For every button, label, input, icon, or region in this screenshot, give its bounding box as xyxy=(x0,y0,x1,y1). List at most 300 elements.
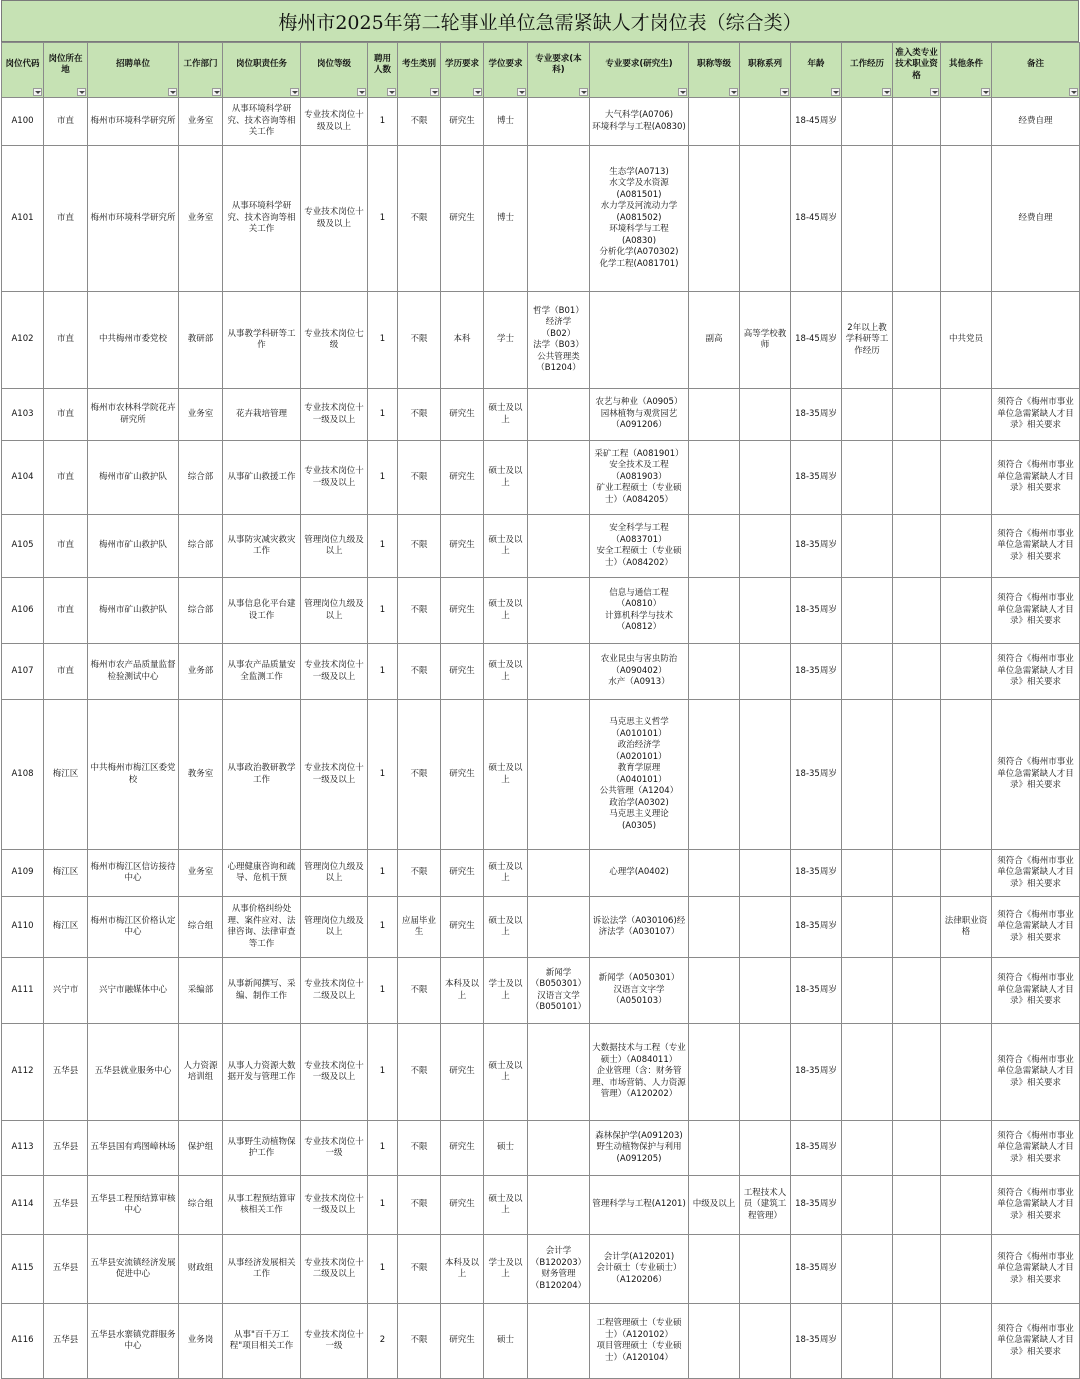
table-row xyxy=(2,389,1080,441)
table-cell: 花卉栽培管理 xyxy=(223,389,301,441)
table-cell: 五华县 xyxy=(44,1304,88,1379)
table-cell: 须符合《梅州市事业单位急需紧缺人才目录》相关要求 xyxy=(992,897,1080,958)
column-header-label: 学位要求 xyxy=(488,59,523,70)
table-cell: 市直 xyxy=(44,441,88,515)
table-cell xyxy=(842,1121,893,1176)
table-cell xyxy=(941,389,992,441)
table-cell xyxy=(689,850,740,897)
table-cell: 博士 xyxy=(484,146,528,292)
table-cell xyxy=(842,515,893,578)
table-cell: 须符合《梅州市事业单位急需紧缺人才目录》相关要求 xyxy=(992,389,1080,441)
table-cell: 专业技术岗位十一级 xyxy=(301,1304,368,1379)
table-cell: 心理健康咨询和疏导、危机干预 xyxy=(223,850,301,897)
table-cell: 兴宁市融媒体中心 xyxy=(88,958,179,1024)
filter-dropdown-icon[interactable] xyxy=(579,88,588,96)
table-cell: 管理岗位九级及以上 xyxy=(301,850,368,897)
table-row xyxy=(2,98,1080,146)
table-cell: 硕士及以上 xyxy=(484,850,528,897)
table-row xyxy=(2,958,1080,1024)
table-cell: 1 xyxy=(368,1176,398,1235)
table-cell: 从事环境科学研究、技术咨询等相关工作 xyxy=(223,146,301,292)
table-cell: 18-35周岁 xyxy=(791,1024,842,1121)
table-cell: 从事野生动植物保护工作 xyxy=(223,1121,301,1176)
table-cell: 生态学(A0713) 水文学及水资源 (A081501) 水力学及河流动力学 (A081502) 环境科学与工程 (A0830) 分析化学(A070302) 化学工程(A081701) xyxy=(590,146,689,292)
column-header-label: 其他条件 xyxy=(948,59,983,70)
table-cell: 综合组 xyxy=(179,1176,223,1235)
table-cell xyxy=(842,389,893,441)
table-cell xyxy=(740,850,791,897)
table-cell: 高等学校教师 xyxy=(740,292,791,389)
table-row xyxy=(2,850,1080,897)
table-cell: 市直 xyxy=(44,578,88,644)
table-cell: 大数据技术与工程（专业硕士）（A084011） 企业管理（含：财务管理、市场营销、人力资源管理）（A120202） xyxy=(590,1024,689,1121)
table-cell: 不限 xyxy=(398,515,441,578)
table-cell xyxy=(740,700,791,850)
table-cell: 心理学(A0402) xyxy=(590,850,689,897)
table-cell xyxy=(528,515,590,578)
table-cell xyxy=(893,578,941,644)
table-cell: 不限 xyxy=(398,1024,441,1121)
table-row xyxy=(2,1024,1080,1121)
column-header xyxy=(590,43,689,98)
column-header-label: 准入类专业技术职业资格 xyxy=(895,47,938,81)
table-cell: A114 xyxy=(2,1176,44,1235)
table-cell xyxy=(893,644,941,700)
table-cell: 梅州市环境科学研究所 xyxy=(88,98,179,146)
table-cell: 综合部 xyxy=(179,578,223,644)
table-cell: 市直 xyxy=(44,644,88,700)
table-cell xyxy=(842,146,893,292)
table-cell: 人力资源培训组 xyxy=(179,1024,223,1121)
table-cell: 森林保护学(A091203) 野生动植物保护与利用 (A091205) xyxy=(590,1121,689,1176)
table-cell: 1 xyxy=(368,389,398,441)
table-cell: 硕士及以上 xyxy=(484,578,528,644)
table-cell: 五华县 xyxy=(44,1176,88,1235)
table-cell: A103 xyxy=(2,389,44,441)
table-cell xyxy=(528,1024,590,1121)
table-cell: 18-45周岁 xyxy=(791,98,842,146)
column-header-label: 学历要求 xyxy=(444,59,479,70)
table-cell: A100 xyxy=(2,98,44,146)
table-cell: 不限 xyxy=(398,1235,441,1304)
column-header xyxy=(301,43,368,98)
table-cell: 从事经济发展相关工作 xyxy=(223,1235,301,1304)
table-cell xyxy=(941,515,992,578)
filter-dropdown-icon[interactable] xyxy=(729,88,738,96)
column-header xyxy=(2,43,44,98)
table-cell: 专业技术岗位十一级及以上 xyxy=(301,700,368,850)
table-cell: 管理岗位九级及以上 xyxy=(301,897,368,958)
table-cell: 教研部 xyxy=(179,292,223,389)
table-cell xyxy=(893,146,941,292)
table-cell xyxy=(740,441,791,515)
table-cell: 专业技术岗位十一级及以上 xyxy=(301,1024,368,1121)
table-cell: 专业技术岗位十一级 xyxy=(301,1121,368,1176)
table-cell xyxy=(941,1024,992,1121)
filter-dropdown-icon[interactable] xyxy=(168,88,177,96)
column-header xyxy=(941,43,992,98)
table-cell xyxy=(842,644,893,700)
filter-dropdown-icon[interactable] xyxy=(678,88,687,96)
table-cell: 1 xyxy=(368,292,398,389)
table-cell: A102 xyxy=(2,292,44,389)
table-cell: 18-35周岁 xyxy=(791,958,842,1024)
table-cell xyxy=(528,1121,590,1176)
table-cell: 1 xyxy=(368,850,398,897)
table-cell: 不限 xyxy=(398,1121,441,1176)
table-row xyxy=(2,1121,1080,1176)
table-row xyxy=(2,1235,1080,1304)
table-cell: 梅州市农林科学院花卉研究所 xyxy=(88,389,179,441)
table-cell xyxy=(842,1304,893,1379)
table-cell: 学士及以上 xyxy=(484,1235,528,1304)
column-header-label: 职称等级 xyxy=(696,59,731,70)
table-cell: 财政组 xyxy=(179,1235,223,1304)
table-cell: 研究生 xyxy=(441,1024,484,1121)
table-cell: 五华县就业服务中心 xyxy=(88,1024,179,1121)
table-cell: 1 xyxy=(368,98,398,146)
table-row xyxy=(2,1304,1080,1379)
table-cell xyxy=(689,958,740,1024)
table-cell xyxy=(842,1024,893,1121)
table-cell: 1 xyxy=(368,578,398,644)
table-cell xyxy=(528,1176,590,1235)
table-cell xyxy=(740,146,791,292)
table-cell: 采编部 xyxy=(179,958,223,1024)
table-cell: 本科及以上 xyxy=(441,1235,484,1304)
table-cell: 须符合《梅州市事业单位急需紧缺人才目录》相关要求 xyxy=(992,958,1080,1024)
table-row xyxy=(2,897,1080,958)
table-cell: 须符合《梅州市事业单位急需紧缺人才目录》相关要求 xyxy=(992,578,1080,644)
table-cell: 须符合《梅州市事业单位急需紧缺人才目录》相关要求 xyxy=(992,515,1080,578)
table-cell: 梅州市农产品质量监督检验测试中心 xyxy=(88,644,179,700)
filter-dropdown-icon[interactable] xyxy=(212,88,221,96)
table-cell: 专业技术岗位七级 xyxy=(301,292,368,389)
table-cell: A110 xyxy=(2,897,44,958)
table-cell xyxy=(689,1024,740,1121)
table-cell: 综合组 xyxy=(179,897,223,958)
table-cell: 须符合《梅州市事业单位急需紧缺人才目录》相关要求 xyxy=(992,1235,1080,1304)
table-cell: 中级及以上 xyxy=(689,1176,740,1235)
table-cell xyxy=(590,292,689,389)
table-cell: 从事农产品质量安全监测工作 xyxy=(223,644,301,700)
table-cell xyxy=(893,1121,941,1176)
table-cell xyxy=(528,98,590,146)
column-header xyxy=(791,43,842,98)
table-row xyxy=(2,578,1080,644)
sheet-title: 梅州市2025年第二轮事业单位急需紧缺人才岗位表（综合类） xyxy=(1,0,1079,42)
table-cell: 专业技术岗位十一级及以上 xyxy=(301,389,368,441)
table-cell: 不限 xyxy=(398,98,441,146)
column-header xyxy=(441,43,484,98)
table-cell xyxy=(689,146,740,292)
column-header-label: 岗位职责任务 xyxy=(235,59,287,70)
table-cell: 信息与通信工程 （A0810） 计算机科学与技术 （A0812） xyxy=(590,578,689,644)
table-cell xyxy=(740,1235,791,1304)
table-cell xyxy=(893,292,941,389)
column-header xyxy=(179,43,223,98)
table-cell xyxy=(842,578,893,644)
table-cell xyxy=(528,389,590,441)
table-cell xyxy=(740,1024,791,1121)
table-cell: 管理岗位九级及以上 xyxy=(301,515,368,578)
table-cell: 研究生 xyxy=(441,700,484,850)
table-cell: 工程管理硕士（专业硕士）（A120102） 项目管理硕士（专业硕士）（A120104） xyxy=(590,1304,689,1379)
filter-dropdown-icon[interactable] xyxy=(517,88,526,96)
table-cell: 市直 xyxy=(44,292,88,389)
filter-dropdown-icon[interactable] xyxy=(77,88,86,96)
filter-dropdown-icon[interactable] xyxy=(831,88,840,96)
table-cell: 教务室 xyxy=(179,700,223,850)
table-cell xyxy=(941,1176,992,1235)
filter-dropdown-icon[interactable] xyxy=(33,88,42,96)
table-cell: 硕士及以上 xyxy=(484,1176,528,1235)
table-cell: 市直 xyxy=(44,98,88,146)
table-cell: 18-35周岁 xyxy=(791,578,842,644)
table-cell: 综合部 xyxy=(179,515,223,578)
table-cell: 研究生 xyxy=(441,644,484,700)
table-cell: 五华县工程预结算审核中心 xyxy=(88,1176,179,1235)
table-cell: 新闻学 （B050301） 汉语言文学 （B050101） xyxy=(528,958,590,1024)
table-cell: 须符合《梅州市事业单位急需紧缺人才目录》相关要求 xyxy=(992,1304,1080,1379)
table-cell: 研究生 xyxy=(441,389,484,441)
table-cell: 18-45周岁 xyxy=(791,146,842,292)
table-cell: 诉讼法学（A030106)经济法学（A030107） xyxy=(590,897,689,958)
table-cell: 须符合《梅州市事业单位急需紧缺人才目录》相关要求 xyxy=(992,441,1080,515)
table-cell: 法律职业资格 xyxy=(941,897,992,958)
table-cell: 从事"百千万工程"项目相关工作 xyxy=(223,1304,301,1379)
table-cell xyxy=(842,958,893,1024)
table-cell: 不限 xyxy=(398,1176,441,1235)
table-cell: 18-35周岁 xyxy=(791,1176,842,1235)
table-cell: 从事环境科学研究、技术咨询等相关工作 xyxy=(223,98,301,146)
column-header xyxy=(223,43,301,98)
table-cell xyxy=(842,1176,893,1235)
table-cell: 研究生 xyxy=(441,146,484,292)
table-cell: A116 xyxy=(2,1304,44,1379)
table-cell xyxy=(689,98,740,146)
table-cell: 中共梅州市委党校 xyxy=(88,292,179,389)
table-cell: 综合部 xyxy=(179,441,223,515)
table-cell: 兴宁市 xyxy=(44,958,88,1024)
table-row xyxy=(2,441,1080,515)
table-cell: 业务室 xyxy=(179,389,223,441)
column-header xyxy=(88,43,179,98)
job-table xyxy=(1,42,1080,1379)
filter-dropdown-icon[interactable] xyxy=(387,88,396,96)
table-cell xyxy=(689,700,740,850)
table-cell: 梅州市梅江区价格认定中心 xyxy=(88,897,179,958)
filter-dropdown-icon[interactable] xyxy=(882,88,891,96)
table-cell: 18-35周岁 xyxy=(791,441,842,515)
table-cell: 硕士及以上 xyxy=(484,700,528,850)
table-cell xyxy=(941,98,992,146)
table-cell xyxy=(893,897,941,958)
table-cell xyxy=(740,1121,791,1176)
table-cell: 梅州市环境科学研究所 xyxy=(88,146,179,292)
table-cell: 研究生 xyxy=(441,578,484,644)
table-cell: 18-35周岁 xyxy=(791,1121,842,1176)
table-cell: 农艺与种业（A0905） 园林植物与观赏园艺 （A091206） xyxy=(590,389,689,441)
table-cell xyxy=(689,578,740,644)
table-cell xyxy=(740,578,791,644)
column-header-label: 岗位所在地 xyxy=(48,53,83,75)
table-cell: 18-35周岁 xyxy=(791,389,842,441)
table-cell: 不限 xyxy=(398,644,441,700)
table-cell: 马克思主义哲学 （A010101） 政治经济学 （A020101） 教育学原理 （A040101） 公共管理（A1204） 政治学(A0302) 马克思主义理论 (A0305) xyxy=(590,700,689,850)
table-cell: 市直 xyxy=(44,389,88,441)
table-cell xyxy=(689,1235,740,1304)
table-cell: A115 xyxy=(2,1235,44,1304)
table-cell: 1 xyxy=(368,146,398,292)
table-cell: A113 xyxy=(2,1121,44,1176)
table-cell: 18-35周岁 xyxy=(791,897,842,958)
table-cell xyxy=(528,850,590,897)
table-cell: 管理岗位九级及以上 xyxy=(301,578,368,644)
table-cell: 专业技术岗位十一级及以上 xyxy=(301,644,368,700)
table-cell: 18-35周岁 xyxy=(791,515,842,578)
table-cell: 专业技术岗位十二级及以上 xyxy=(301,958,368,1024)
table-cell: 从事价格纠纷处理、案件应对、法律咨询、法律审查等工作 xyxy=(223,897,301,958)
table-cell: 硕士及以上 xyxy=(484,1024,528,1121)
filter-dropdown-icon[interactable] xyxy=(981,88,990,96)
table-row xyxy=(2,1176,1080,1235)
table-cell: 专业技术岗位十二级及以上 xyxy=(301,1235,368,1304)
table-cell: 业务室 xyxy=(179,850,223,897)
table-cell: 须符合《梅州市事业单位急需紧缺人才目录》相关要求 xyxy=(992,644,1080,700)
table-cell: 不限 xyxy=(398,292,441,389)
table-cell: 从事信息化平台建设工作 xyxy=(223,578,301,644)
table-cell: A107 xyxy=(2,644,44,700)
table-cell: 梅江区 xyxy=(44,700,88,850)
table-cell xyxy=(941,1235,992,1304)
table-cell: 工程技术人员（建筑工程管理） xyxy=(740,1176,791,1235)
column-header xyxy=(992,43,1080,98)
table-cell: 硕士及以上 xyxy=(484,644,528,700)
table-cell xyxy=(941,1121,992,1176)
table-cell: 1 xyxy=(368,441,398,515)
table-cell: 研究生 xyxy=(441,1121,484,1176)
table-cell: 会计学 （B120203） 财务管理 （B120204） xyxy=(528,1235,590,1304)
table-cell xyxy=(740,515,791,578)
table-cell: 哲学（B01） 经济学 （B02） 法学（B03） 公共管理类 （B1204） xyxy=(528,292,590,389)
table-cell: 研究生 xyxy=(441,1176,484,1235)
table-cell: 须符合《梅州市事业单位急需紧缺人才目录》相关要求 xyxy=(992,1121,1080,1176)
column-header xyxy=(44,43,88,98)
table-cell: 2年以上教学科研等工作经历 xyxy=(842,292,893,389)
table-cell: 须符合《梅州市事业单位急需紧缺人才目录》相关要求 xyxy=(992,1024,1080,1121)
table-cell: 农业昆虫与害虫防治 （A090402） 水产（A0913） xyxy=(590,644,689,700)
table-cell: 五华县 xyxy=(44,1024,88,1121)
table-cell: A112 xyxy=(2,1024,44,1121)
table-cell: 管理科学与工程(A1201) xyxy=(590,1176,689,1235)
table-cell: 专业技术岗位十级及以上 xyxy=(301,146,368,292)
column-header-label: 年龄 xyxy=(807,59,825,70)
table-cell: 梅江区 xyxy=(44,897,88,958)
table-cell: 不限 xyxy=(398,389,441,441)
table-cell: 大气科学(A0706) 环境科学与工程(A0830) xyxy=(590,98,689,146)
table-cell xyxy=(893,700,941,850)
table-cell: 五华县安流镇经济发展促进中心 xyxy=(88,1235,179,1304)
column-header xyxy=(689,43,740,98)
table-cell xyxy=(893,850,941,897)
filter-dropdown-icon[interactable] xyxy=(357,88,366,96)
column-header xyxy=(398,43,441,98)
table-cell: 2 xyxy=(368,1304,398,1379)
table-cell: 不限 xyxy=(398,700,441,850)
spreadsheet xyxy=(1,0,1079,1379)
table-cell: 研究生 xyxy=(441,850,484,897)
table-cell: 研究生 xyxy=(441,98,484,146)
table-cell: 18-35周岁 xyxy=(791,850,842,897)
table-header xyxy=(2,43,1080,98)
filter-dropdown-icon[interactable] xyxy=(473,88,482,96)
table-cell: 业务岗 xyxy=(179,1304,223,1379)
filter-dropdown-icon[interactable] xyxy=(1069,88,1078,96)
table-cell xyxy=(941,958,992,1024)
table-cell: 硕士 xyxy=(484,1121,528,1176)
column-header xyxy=(842,43,893,98)
table-cell xyxy=(893,1235,941,1304)
table-cell: 中共党员 xyxy=(941,292,992,389)
table-cell: 1 xyxy=(368,1121,398,1176)
column-header-label: 专业要求(本科) xyxy=(535,53,582,75)
table-cell xyxy=(740,644,791,700)
table-cell: 研究生 xyxy=(441,441,484,515)
table-cell: 不限 xyxy=(398,1304,441,1379)
table-cell xyxy=(893,958,941,1024)
column-header-label: 备注 xyxy=(1026,59,1044,70)
table-cell: A104 xyxy=(2,441,44,515)
filter-dropdown-icon[interactable] xyxy=(430,88,439,96)
table-cell: 18-35周岁 xyxy=(791,700,842,850)
table-cell xyxy=(740,98,791,146)
table-cell: 梅州市矿山救护队 xyxy=(88,515,179,578)
filter-dropdown-icon[interactable] xyxy=(780,88,789,96)
table-cell: 18-45周岁 xyxy=(791,292,842,389)
table-cell: 五华县 xyxy=(44,1235,88,1304)
table-cell xyxy=(941,850,992,897)
table-cell: 五华县国有鸡图嶂林场 xyxy=(88,1121,179,1176)
table-cell: 不限 xyxy=(398,850,441,897)
table-cell xyxy=(893,1176,941,1235)
table-cell xyxy=(528,1304,590,1379)
table-row xyxy=(2,644,1080,700)
table-cell: 1 xyxy=(368,515,398,578)
table-cell xyxy=(893,389,941,441)
table-cell: 本科 xyxy=(441,292,484,389)
table-cell xyxy=(528,700,590,850)
table-cell xyxy=(740,958,791,1024)
table-cell: 专业技术岗位十一级及以上 xyxy=(301,441,368,515)
table-cell xyxy=(941,146,992,292)
table-cell: 五华县水寨镇党群服务中心 xyxy=(88,1304,179,1379)
table-row xyxy=(2,515,1080,578)
table-cell: 从事防灾减灾救灾工作 xyxy=(223,515,301,578)
table-cell: 本科及以上 xyxy=(441,958,484,1024)
table-cell: 五华县 xyxy=(44,1121,88,1176)
table-cell: 学士及以上 xyxy=(484,958,528,1024)
table-cell: 业务室 xyxy=(179,146,223,292)
filter-dropdown-icon[interactable] xyxy=(290,88,299,96)
table-cell: 从事教学科研等工作 xyxy=(223,292,301,389)
column-header xyxy=(740,43,791,98)
table-cell: 须符合《梅州市事业单位急需紧缺人才目录》相关要求 xyxy=(992,850,1080,897)
table-cell xyxy=(842,441,893,515)
table-cell: 中共梅州市梅江区委党校 xyxy=(88,700,179,850)
filter-dropdown-icon[interactable] xyxy=(930,88,939,96)
table-cell: 市直 xyxy=(44,146,88,292)
